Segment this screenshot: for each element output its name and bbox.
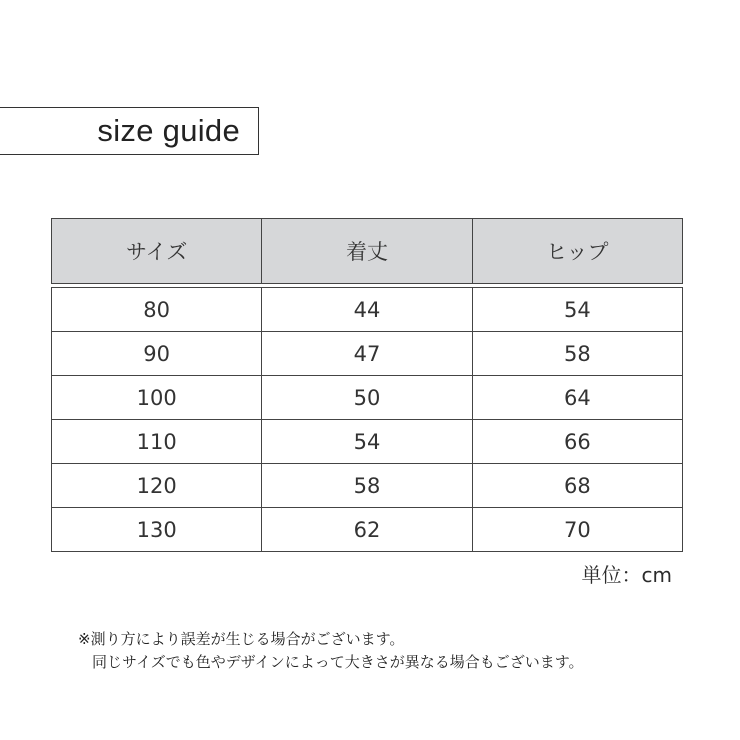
- cell-size: 110: [52, 420, 262, 464]
- cell-length: 47: [262, 332, 472, 376]
- header-hip: ヒップ: [472, 219, 682, 284]
- notes: [78, 628, 584, 674]
- table-row: [52, 508, 683, 552]
- header-length: 着丈: [262, 219, 472, 284]
- table-header-row: [52, 219, 683, 284]
- cell-size: 120: [52, 464, 262, 508]
- cell-hip: 54: [472, 288, 682, 332]
- table-row: [52, 420, 683, 464]
- note-line: ※測り方により誤差が生じる場合がございます。: [78, 630, 405, 648]
- cell-length: 58: [262, 464, 472, 508]
- cell-hip: 66: [472, 420, 682, 464]
- table-row: [52, 288, 683, 332]
- cell-hip: 64: [472, 376, 682, 420]
- cell-length: 62: [262, 508, 472, 552]
- cell-size: 90: [52, 332, 262, 376]
- unit-label: 単位：cm: [581, 563, 672, 587]
- cell-size: 80: [52, 288, 262, 332]
- cell-length: 54: [262, 420, 472, 464]
- cell-length: 50: [262, 376, 472, 420]
- table-row: [52, 376, 683, 420]
- cell-size: 130: [52, 508, 262, 552]
- header-size: サイズ: [52, 219, 262, 284]
- cell-hip: 68: [472, 464, 682, 508]
- cell-hip: 70: [472, 508, 682, 552]
- title-box: [0, 107, 259, 155]
- size-table: [51, 218, 683, 552]
- cell-length: 44: [262, 288, 472, 332]
- cell-size: 100: [52, 376, 262, 420]
- note-line: 同じサイズでも色やデザインによって大きさが異なる場合もございます。: [92, 653, 584, 671]
- page-title: size guide: [97, 113, 240, 148]
- cell-hip: 58: [472, 332, 682, 376]
- table-row: [52, 332, 683, 376]
- table-row: [52, 464, 683, 508]
